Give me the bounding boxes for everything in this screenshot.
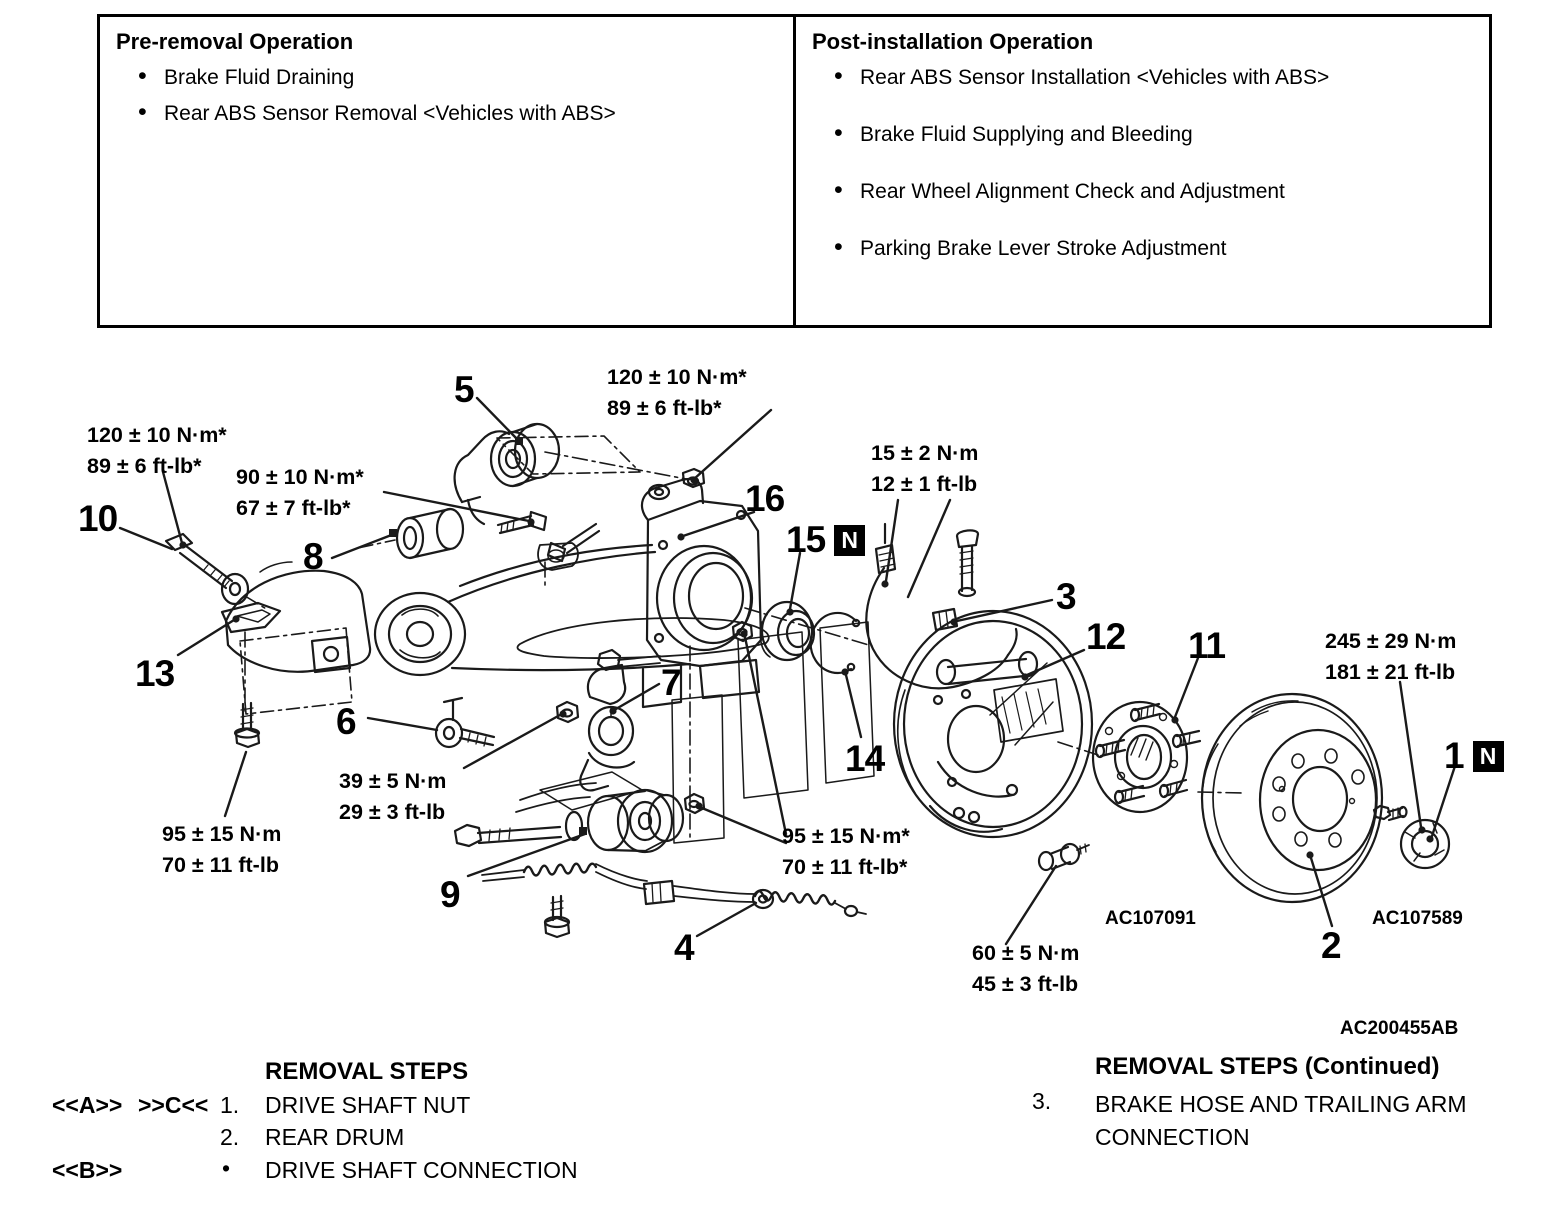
list-item: • Parking Brake Lever Stroke Adjustment xyxy=(812,236,1473,261)
list-item: • Rear ABS Sensor Removal <Vehicles with ABS> xyxy=(116,101,777,126)
part-label-13: 13 xyxy=(135,653,175,694)
list-item: • Rear ABS Sensor Installation <Vehicles with ABS> xyxy=(812,65,1473,90)
step-label: REAR DRUM xyxy=(265,1124,405,1150)
part-label-2: 2 xyxy=(1321,925,1341,966)
marker-b: <<B>> xyxy=(52,1157,123,1183)
non-reusable-icon: N xyxy=(834,525,865,556)
torque-label-arm-bushing: 90 ± 10 N·m* 67 ± 7 ft-lb* xyxy=(236,465,364,520)
part-label-7: 7 xyxy=(661,662,681,703)
figure-code-bottom: AC200455AB xyxy=(1340,1018,1459,1039)
step-number: 1. xyxy=(220,1092,240,1118)
post-installation-title: Post-installation Operation xyxy=(812,29,1094,54)
list-item: • Brake Fluid Draining xyxy=(116,65,777,90)
part-label-10: 10 xyxy=(78,498,118,539)
figure-code-right: AC107589 xyxy=(1372,908,1463,929)
torque-label-stabilizer-link: 39 ± 5 N·m 29 ± 3 ft-lb xyxy=(339,769,447,824)
part-label-3: 3 xyxy=(1056,576,1076,617)
removal-steps-continued-title: REMOVAL STEPS (Continued) xyxy=(1095,1053,1440,1080)
marker-a: <<A>> xyxy=(52,1092,123,1118)
step-number: 2. xyxy=(220,1124,240,1150)
part-label-14: 14 xyxy=(845,738,885,779)
step-bullet: • xyxy=(222,1155,231,1181)
torque-label-upper-mount-left: 120 ± 10 N·m* 89 ± 6 ft-lb* xyxy=(87,423,227,478)
torque-label-backing-plate: 60 ± 5 N·m 45 ± 3 ft-lb xyxy=(972,941,1080,996)
list-item: • Rear Wheel Alignment Check and Adjustment xyxy=(812,179,1473,204)
figure-code-left: AC107091 xyxy=(1105,908,1196,929)
part-label-6: 6 xyxy=(336,701,356,742)
part-label-8: 8 xyxy=(303,536,323,577)
torque-label-lower-arm: 95 ± 15 N·m* 70 ± 11 ft-lb* xyxy=(782,824,910,879)
torque-label-axle-nut: 245 ± 29 N·m 181 ± 21 ft-lb xyxy=(1325,629,1457,684)
part-label-15: 15 N xyxy=(786,521,865,558)
part-label-5: 5 xyxy=(454,369,474,410)
list-item: • Brake Fluid Supplying and Bleeding xyxy=(812,122,1473,147)
torque-label-brake-hose: 15 ± 2 N·m 12 ± 1 ft-lb xyxy=(871,441,979,496)
pre-removal-title: Pre-removal Operation xyxy=(116,29,354,54)
part-label-16: 16 xyxy=(745,478,785,519)
part-label-12: 12 xyxy=(1086,616,1126,657)
marker-c: >>C<< xyxy=(138,1092,209,1118)
step-label: DRIVE SHAFT NUT xyxy=(265,1092,471,1118)
step-label: DRIVE SHAFT CONNECTION xyxy=(265,1157,578,1183)
removal-steps-title: REMOVAL STEPS xyxy=(265,1058,469,1085)
part-label-9: 9 xyxy=(440,874,460,915)
torque-label-bracket-bolt: 95 ± 15 N·m 70 ± 11 ft-lb xyxy=(162,822,282,877)
part-label-11: 11 xyxy=(1188,625,1226,666)
torque-label-upper-mount-top: 120 ± 10 N·m* 89 ± 6 ft-lb* xyxy=(607,365,747,420)
step-label: BRAKE HOSE AND TRAILING ARM CONNECTION xyxy=(1095,1091,1467,1150)
non-reusable-icon: N xyxy=(1473,741,1504,772)
step-number: 3. xyxy=(1032,1088,1052,1114)
part-label-1: 1 N xyxy=(1444,737,1504,774)
part-label-4: 4 xyxy=(674,927,694,968)
